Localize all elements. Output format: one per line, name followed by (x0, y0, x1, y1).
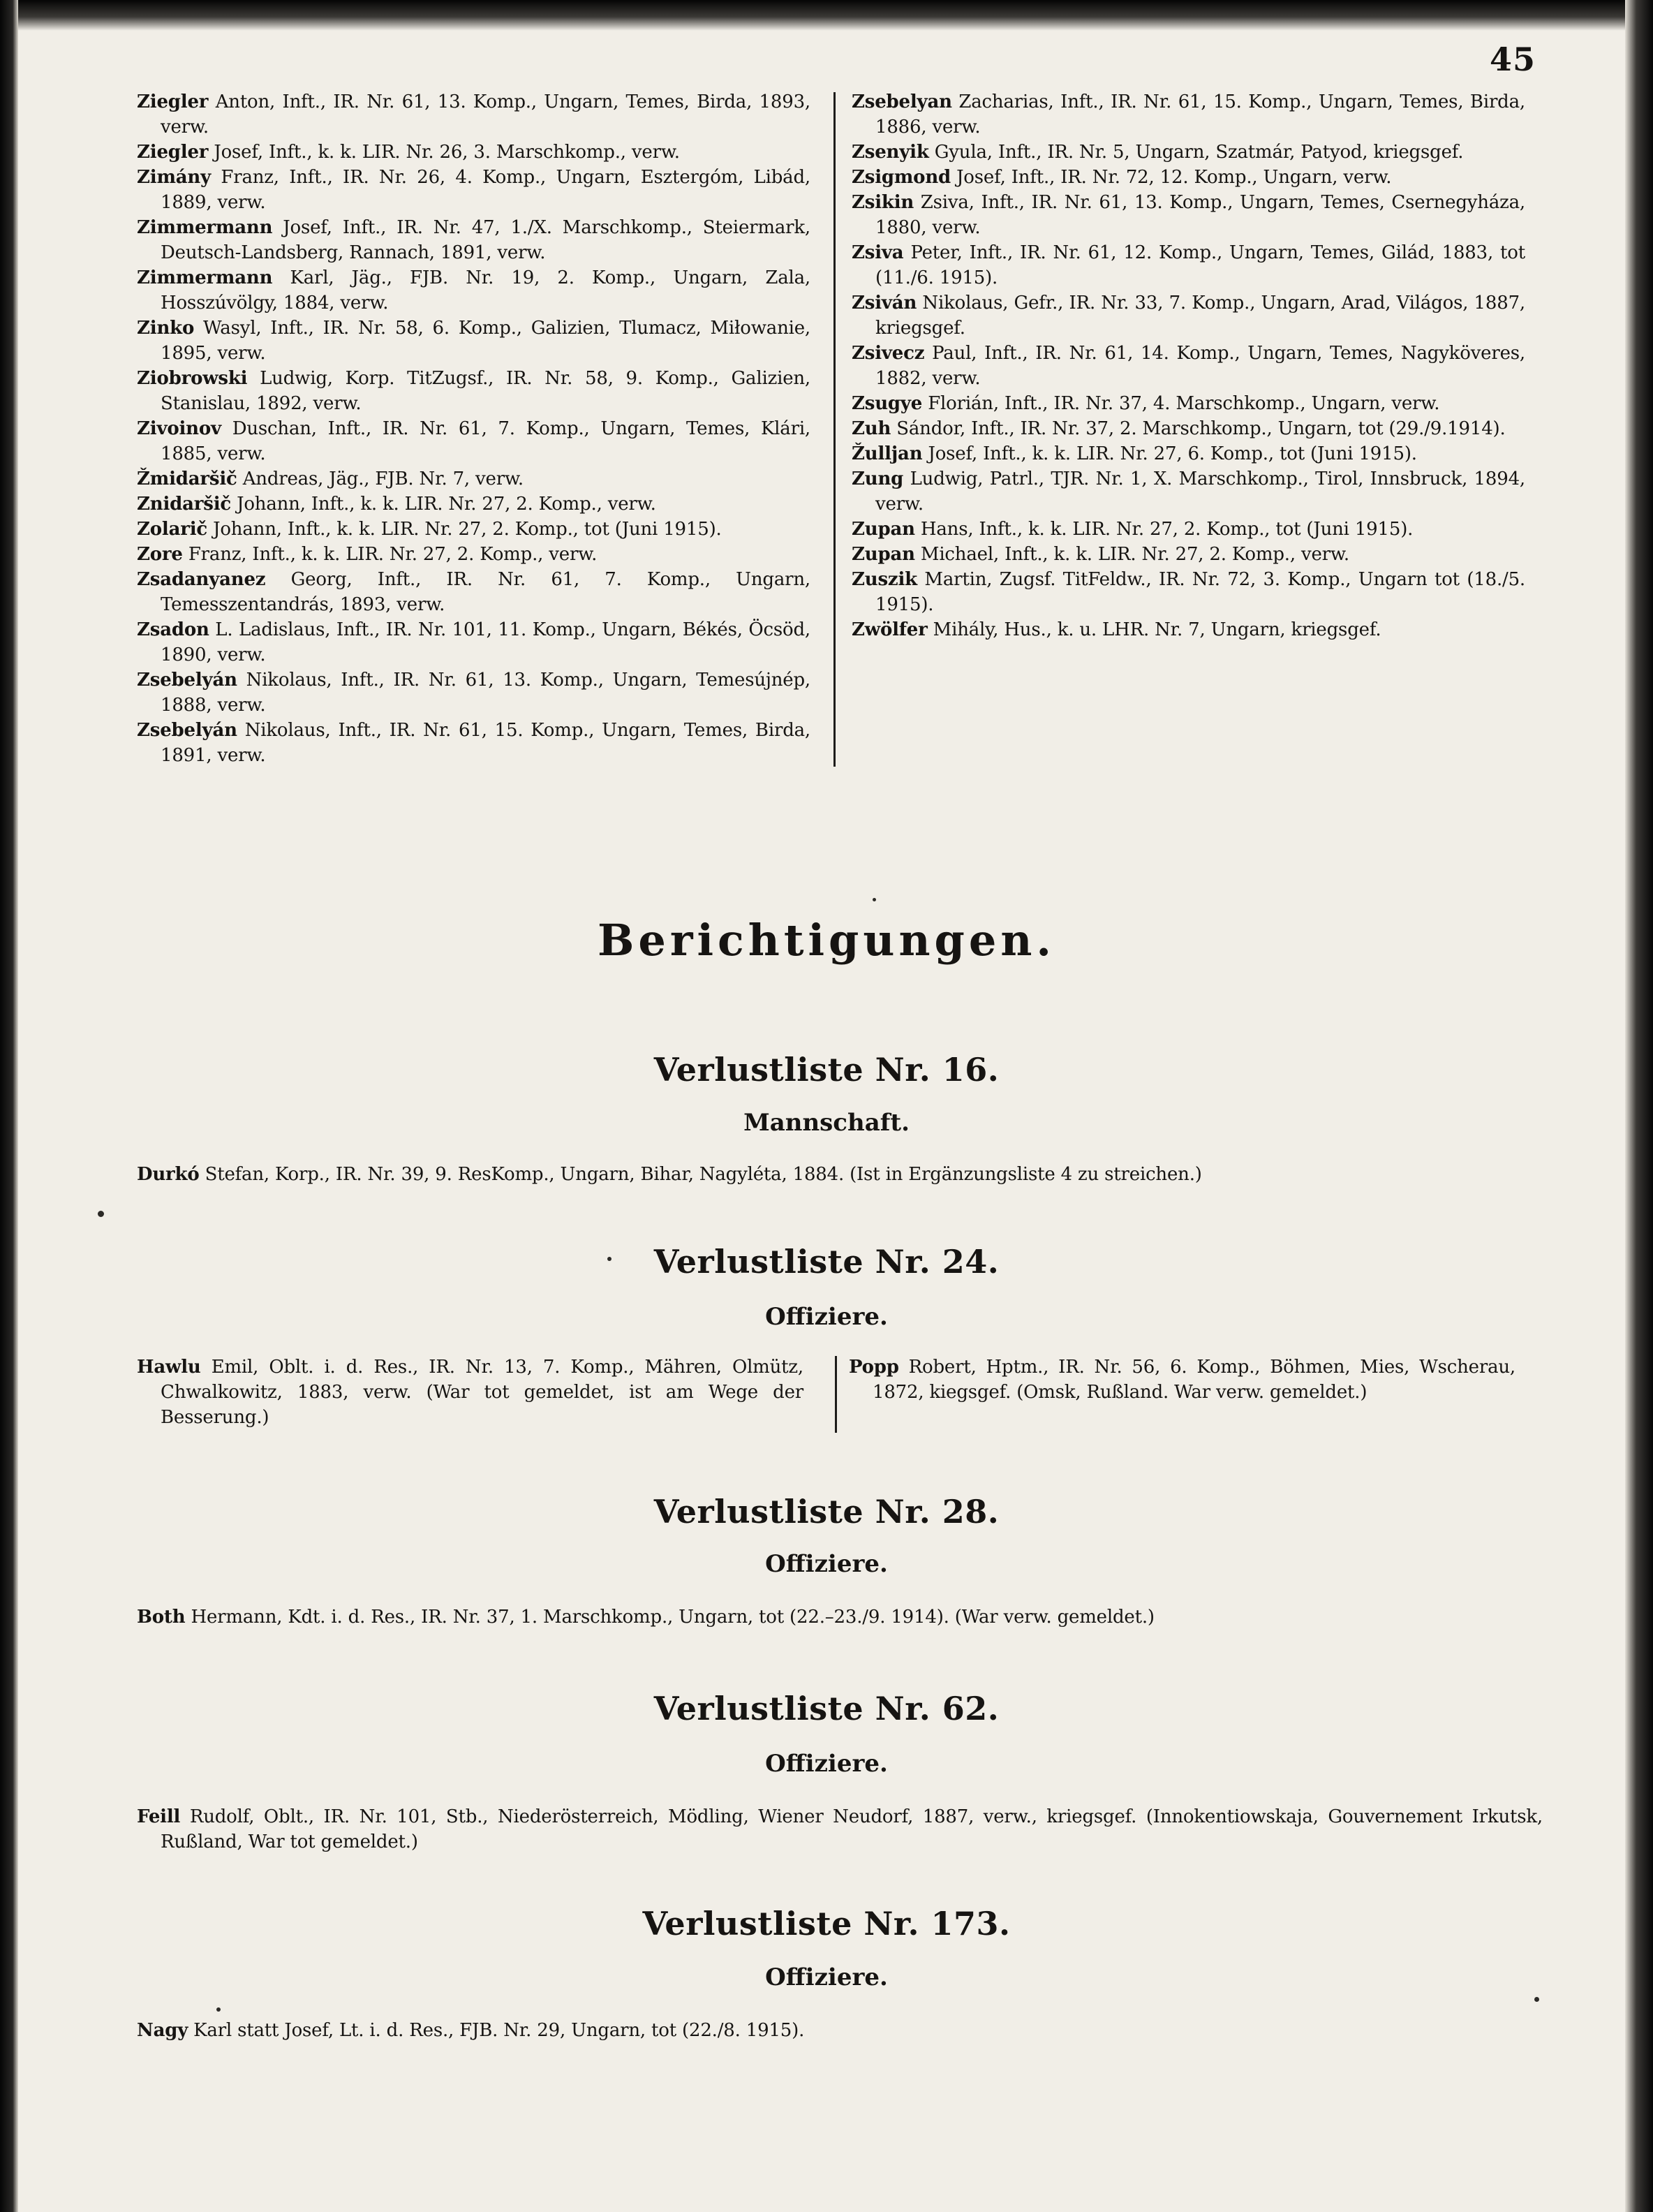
entry-details: Karl statt Josef, Lt. i. d. Res., FJB. Nr. 29, Ungarn, tot (22./8. 1915). (188, 2020, 805, 2041)
list-entry (852, 341, 1525, 391)
scan-speck (607, 1257, 611, 1261)
list-entry (137, 165, 810, 215)
list-entry (852, 290, 1525, 341)
entry-surname: Žulljan (852, 443, 923, 464)
list-entry (852, 190, 1525, 240)
two-column-entries (137, 1355, 1537, 1431)
section-subtitle: Offiziere. (765, 1963, 888, 1991)
entry-details: Emil, Oblt. i. d. Res., IR. Nr. 13, 7. Komp., Mähren, Olmütz, Chwalkowitz, 1883, verw. (War tot gemeldet, ist am Wege der Besserung.) (161, 1357, 803, 1428)
entry-surname: Hawlu (137, 1357, 201, 1378)
entry-details: Gyula, Inft., IR. Nr. 5, Ungarn, Szatmár, Patyod, kriegsgef. (928, 142, 1464, 163)
list-entry (137, 140, 810, 165)
entry-details: Wasyl, Inft., IR. Nr. 58, 6. Komp., Galizien, Tlumacz, Miłowanie, 1895, verw. (161, 318, 810, 364)
entry-details: L. Ladislaus, Inft., IR. Nr. 101, 11. Komp., Ungarn, Békés, Öcsöd, 1890, verw. (161, 619, 810, 665)
entry-surname: Zimány (137, 167, 212, 188)
entry-surname: Popp (849, 1357, 899, 1378)
entry-details: Johann, Inft., k. k. LIR. Nr. 27, 2. Komp., verw. (231, 494, 656, 515)
list-entry (137, 718, 810, 768)
list-entry (852, 617, 1525, 642)
list-entry (137, 416, 810, 466)
list-entry (137, 2018, 1543, 2043)
entry-details: Georg, Inft., IR. Nr. 61, 7. Komp., Ungarn, Temesszentandrás, 1893, verw. (161, 569, 810, 615)
entry-details: Paul, Inft., IR. Nr. 61, 14. Komp., Ungarn, Temes, Nagyköveres, 1882, verw. (875, 343, 1525, 389)
entry-surname: Znidaršič (137, 494, 232, 515)
list-entry (137, 1605, 1543, 1630)
entry-surname: Zimmermann (137, 217, 273, 238)
left-column (137, 89, 810, 768)
entry-surname: Zore (137, 544, 183, 565)
entry-surname: Zsadon (137, 619, 209, 640)
list-entry (852, 240, 1525, 290)
entry-surname: Žmidaršič (137, 469, 237, 489)
scan-edge-left (0, 0, 18, 2212)
entry-surname: Zsebelyán (137, 670, 237, 691)
scan-speck (873, 898, 876, 901)
entry-surname: Feill (137, 1806, 181, 1827)
corrections-heading: Berichtigungen. (597, 915, 1056, 966)
list-entry (137, 517, 810, 542)
entry-surname: Zuh (852, 418, 891, 439)
left-column (137, 1355, 803, 1430)
entry-details: Hermann, Kdt. i. d. Res., IR. Nr. 37, 1. Marschkomp., Ungarn, tot (22.–23./9. 1914). (War verw. gemeldet.) (185, 1607, 1155, 1628)
entry-details: Zacharias, Inft., IR. Nr. 61, 15. Komp., Ungarn, Temes, Birda, 1886, verw. (875, 91, 1525, 138)
section-title: Verlustliste Nr. 173. (642, 1905, 1011, 1942)
entry-details: Peter, Inft., IR. Nr. 61, 12. Komp., Ungarn, Temes, Gilád, 1883, tot (11./6. 1915). (875, 242, 1525, 288)
entry-surname: Zsugye (852, 393, 923, 414)
entry-details: Stefan, Korp., IR. Nr. 39, 9. ResKomp., Ungarn, Bihar, Nagyléta, 1884. (Ist in Ergänzungsliste 4 zu streichen.) (199, 1164, 1202, 1185)
entry-details: Michael, Inft., k. k. LIR. Nr. 27, 2. Komp., verw. (914, 544, 1349, 565)
list-entry (852, 89, 1525, 140)
entry-surname: Zsiva (852, 242, 904, 263)
list-entry (137, 1162, 1543, 1187)
entry-surname: Zwölfer (852, 619, 928, 640)
entry-details: Sándor, Inft., IR. Nr. 37, 2. Marschkomp., Ungarn, tot (29./9.1914). (891, 418, 1506, 439)
entry-details: Zsiva, Inft., IR. Nr. 61, 13. Komp., Ungarn, Temes, Csernegyháza, 1880, verw. (875, 192, 1525, 238)
section-title: Verlustliste Nr. 24. (653, 1243, 1000, 1281)
entry-surname: Both (137, 1607, 186, 1628)
entry-surname: Zsebelyan (852, 91, 952, 112)
entry-details: Mihály, Hus., k. u. LHR. Nr. 7, Ungarn, kriegsgef. (927, 619, 1381, 640)
list-entry (137, 617, 810, 668)
casualty-list-columns (137, 89, 1537, 774)
list-entry (137, 1804, 1543, 1855)
scan-speck (216, 2007, 221, 2012)
entry-surname: Zimmermann (137, 267, 273, 288)
entry-surname: Zuszik (852, 569, 917, 590)
entry-details: Hans, Inft., k. k. LIR. Nr. 27, 2. Komp., tot (Juni 1915). (914, 519, 1414, 540)
list-entry (137, 542, 810, 567)
entry-details: Rudolf, Oblt., IR. Nr. 101, Stb., Niederösterreich, Mödling, Wiener Neudorf, 1887, verw., kriegsgef. (Innokentiowskaja, Gouvernement Irkutsk, Rußland, War tot gemeldet.) (161, 1806, 1543, 1852)
list-entry (852, 140, 1525, 165)
entry-details: Josef, Inft., k. k. LIR. Nr. 27, 6. Komp., tot (Juni 1915). (922, 443, 1417, 464)
right-column (849, 1355, 1515, 1405)
list-entry (137, 567, 810, 617)
list-entry (137, 89, 810, 140)
entry-details: Anton, Inft., IR. Nr. 61, 13. Komp., Ungarn, Temes, Birda, 1893, verw. (161, 91, 810, 138)
scan-speck (1534, 1997, 1539, 2002)
entry-surname: Zung (852, 469, 904, 489)
entry-details: Ludwig, Patrl., TJR. Nr. 1, X. Marschkomp., Tirol, Innsbruck, 1894, verw. (875, 469, 1525, 515)
entry-surname: Zivoinov (137, 418, 221, 439)
column-divider (833, 92, 836, 767)
section-subtitle: Mannschaft. (743, 1109, 910, 1137)
entry-details: Martin, Zugsf. TitFeldw., IR. Nr. 72, 3. Komp., Ungarn tot (18./5. 1915). (875, 569, 1525, 615)
list-entry (137, 215, 810, 265)
entry-surname: Zsebelyán (137, 720, 237, 741)
page-number: 45 (1489, 40, 1536, 78)
list-entry (852, 165, 1525, 190)
entry-details: Ludwig, Korp. TitZugsf., IR. Nr. 58, 9. Komp., Galizien, Stanislau, 1892, verw. (161, 368, 810, 414)
entry-details: Franz, Inft., k. k. LIR. Nr. 27, 2. Komp., verw. (182, 544, 598, 565)
entry-details: Nikolaus, Gefr., IR. Nr. 33, 7. Komp., Ungarn, Arad, Világos, 1887, kriegsgef. (875, 293, 1525, 339)
list-entry (137, 265, 810, 316)
entry-details: Nikolaus, Inft., IR. Nr. 61, 13. Komp., Ungarn, Temesújnép, 1888, verw. (161, 670, 810, 716)
entry-details: Duschan, Inft., IR. Nr. 61, 7. Komp., Ungarn, Temes, Klári, 1885, verw. (161, 418, 810, 464)
entry-details: Josef, Inft., IR. Nr. 47, 1./X. Marschkomp., Steiermark, Deutsch-Landsberg, Rannach, 1891, verw. (161, 217, 810, 263)
scan-speck (98, 1211, 104, 1217)
entry-details: Karl, Jäg., FJB. Nr. 19, 2. Komp., Ungarn, Zala, Hosszúvölgy, 1884, verw. (161, 267, 810, 314)
list-entry (137, 492, 810, 517)
section-subtitle: Offiziere. (765, 1750, 888, 1778)
right-column (852, 89, 1525, 642)
entry-surname: Ziobrowski (137, 368, 248, 389)
scan-edge-right (1625, 0, 1653, 2212)
entry-details: Franz, Inft., IR. Nr. 26, 4. Komp., Ungarn, Esztergóm, Libád, 1889, verw. (161, 167, 810, 213)
entry-surname: Ziegler (137, 142, 209, 163)
list-entry (852, 416, 1525, 441)
entry-surname: Zsadanyanez (137, 569, 266, 590)
entry-surname: Zolarič (137, 519, 208, 540)
list-entry (137, 316, 810, 366)
entry-surname: Nagy (137, 2020, 188, 2041)
list-entry (137, 366, 810, 416)
entry-details: Josef, Inft., IR. Nr. 72, 12. Komp., Ungarn, verw. (951, 167, 1392, 188)
column-divider (835, 1356, 837, 1433)
entry-details: Robert, Hptm., IR. Nr. 56, 6. Komp., Böhmen, Mies, Wscherau, 1872, kiegsgef. (Omsk, Rußland. War verw. gemeldet.) (873, 1357, 1515, 1403)
list-entry (852, 441, 1525, 466)
section-subtitle: Offiziere. (765, 1303, 888, 1331)
entry-surname: Zsigmond (852, 167, 951, 188)
entry-details: Andreas, Jäg., FJB. Nr. 7, verw. (237, 469, 524, 489)
entry-surname: Zsivecz (852, 343, 925, 364)
entry-details: Florián, Inft., IR. Nr. 37, 4. Marschkomp., Ungarn, verw. (922, 393, 1440, 414)
list-entry (849, 1355, 1515, 1405)
list-entry (137, 1355, 803, 1430)
list-entry (852, 542, 1525, 567)
section-subtitle: Offiziere. (765, 1550, 888, 1578)
entry-details: Nikolaus, Inft., IR. Nr. 61, 15. Komp., Ungarn, Temes, Birda, 1891, verw. (161, 720, 810, 766)
list-entry (852, 517, 1525, 542)
list-entry (137, 466, 810, 492)
entry-surname: Zsikin (852, 192, 914, 213)
section-title: Verlustliste Nr. 28. (653, 1493, 1000, 1531)
entry-details: Josef, Inft., k. k. LIR. Nr. 26, 3. Marschkomp., verw. (208, 142, 680, 163)
entry-surname: Zsenyik (852, 142, 929, 163)
list-entry (852, 567, 1525, 617)
entry-surname: Ziegler (137, 91, 209, 112)
entry-details: Johann, Inft., k. k. LIR. Nr. 27, 2. Komp., tot (Juni 1915). (207, 519, 722, 540)
entry-surname: Zsiván (852, 293, 917, 314)
list-entry (852, 391, 1525, 416)
list-entry (852, 466, 1525, 517)
section-title: Verlustliste Nr. 62. (653, 1690, 1000, 1727)
list-entry (137, 668, 810, 718)
entry-surname: Zinko (137, 318, 195, 339)
entry-surname: Zupan (852, 519, 915, 540)
entry-surname: Durkó (137, 1164, 200, 1185)
scan-edge-top (0, 0, 1653, 31)
entry-surname: Zupan (852, 544, 915, 565)
section-title: Verlustliste Nr. 16. (653, 1051, 1000, 1089)
